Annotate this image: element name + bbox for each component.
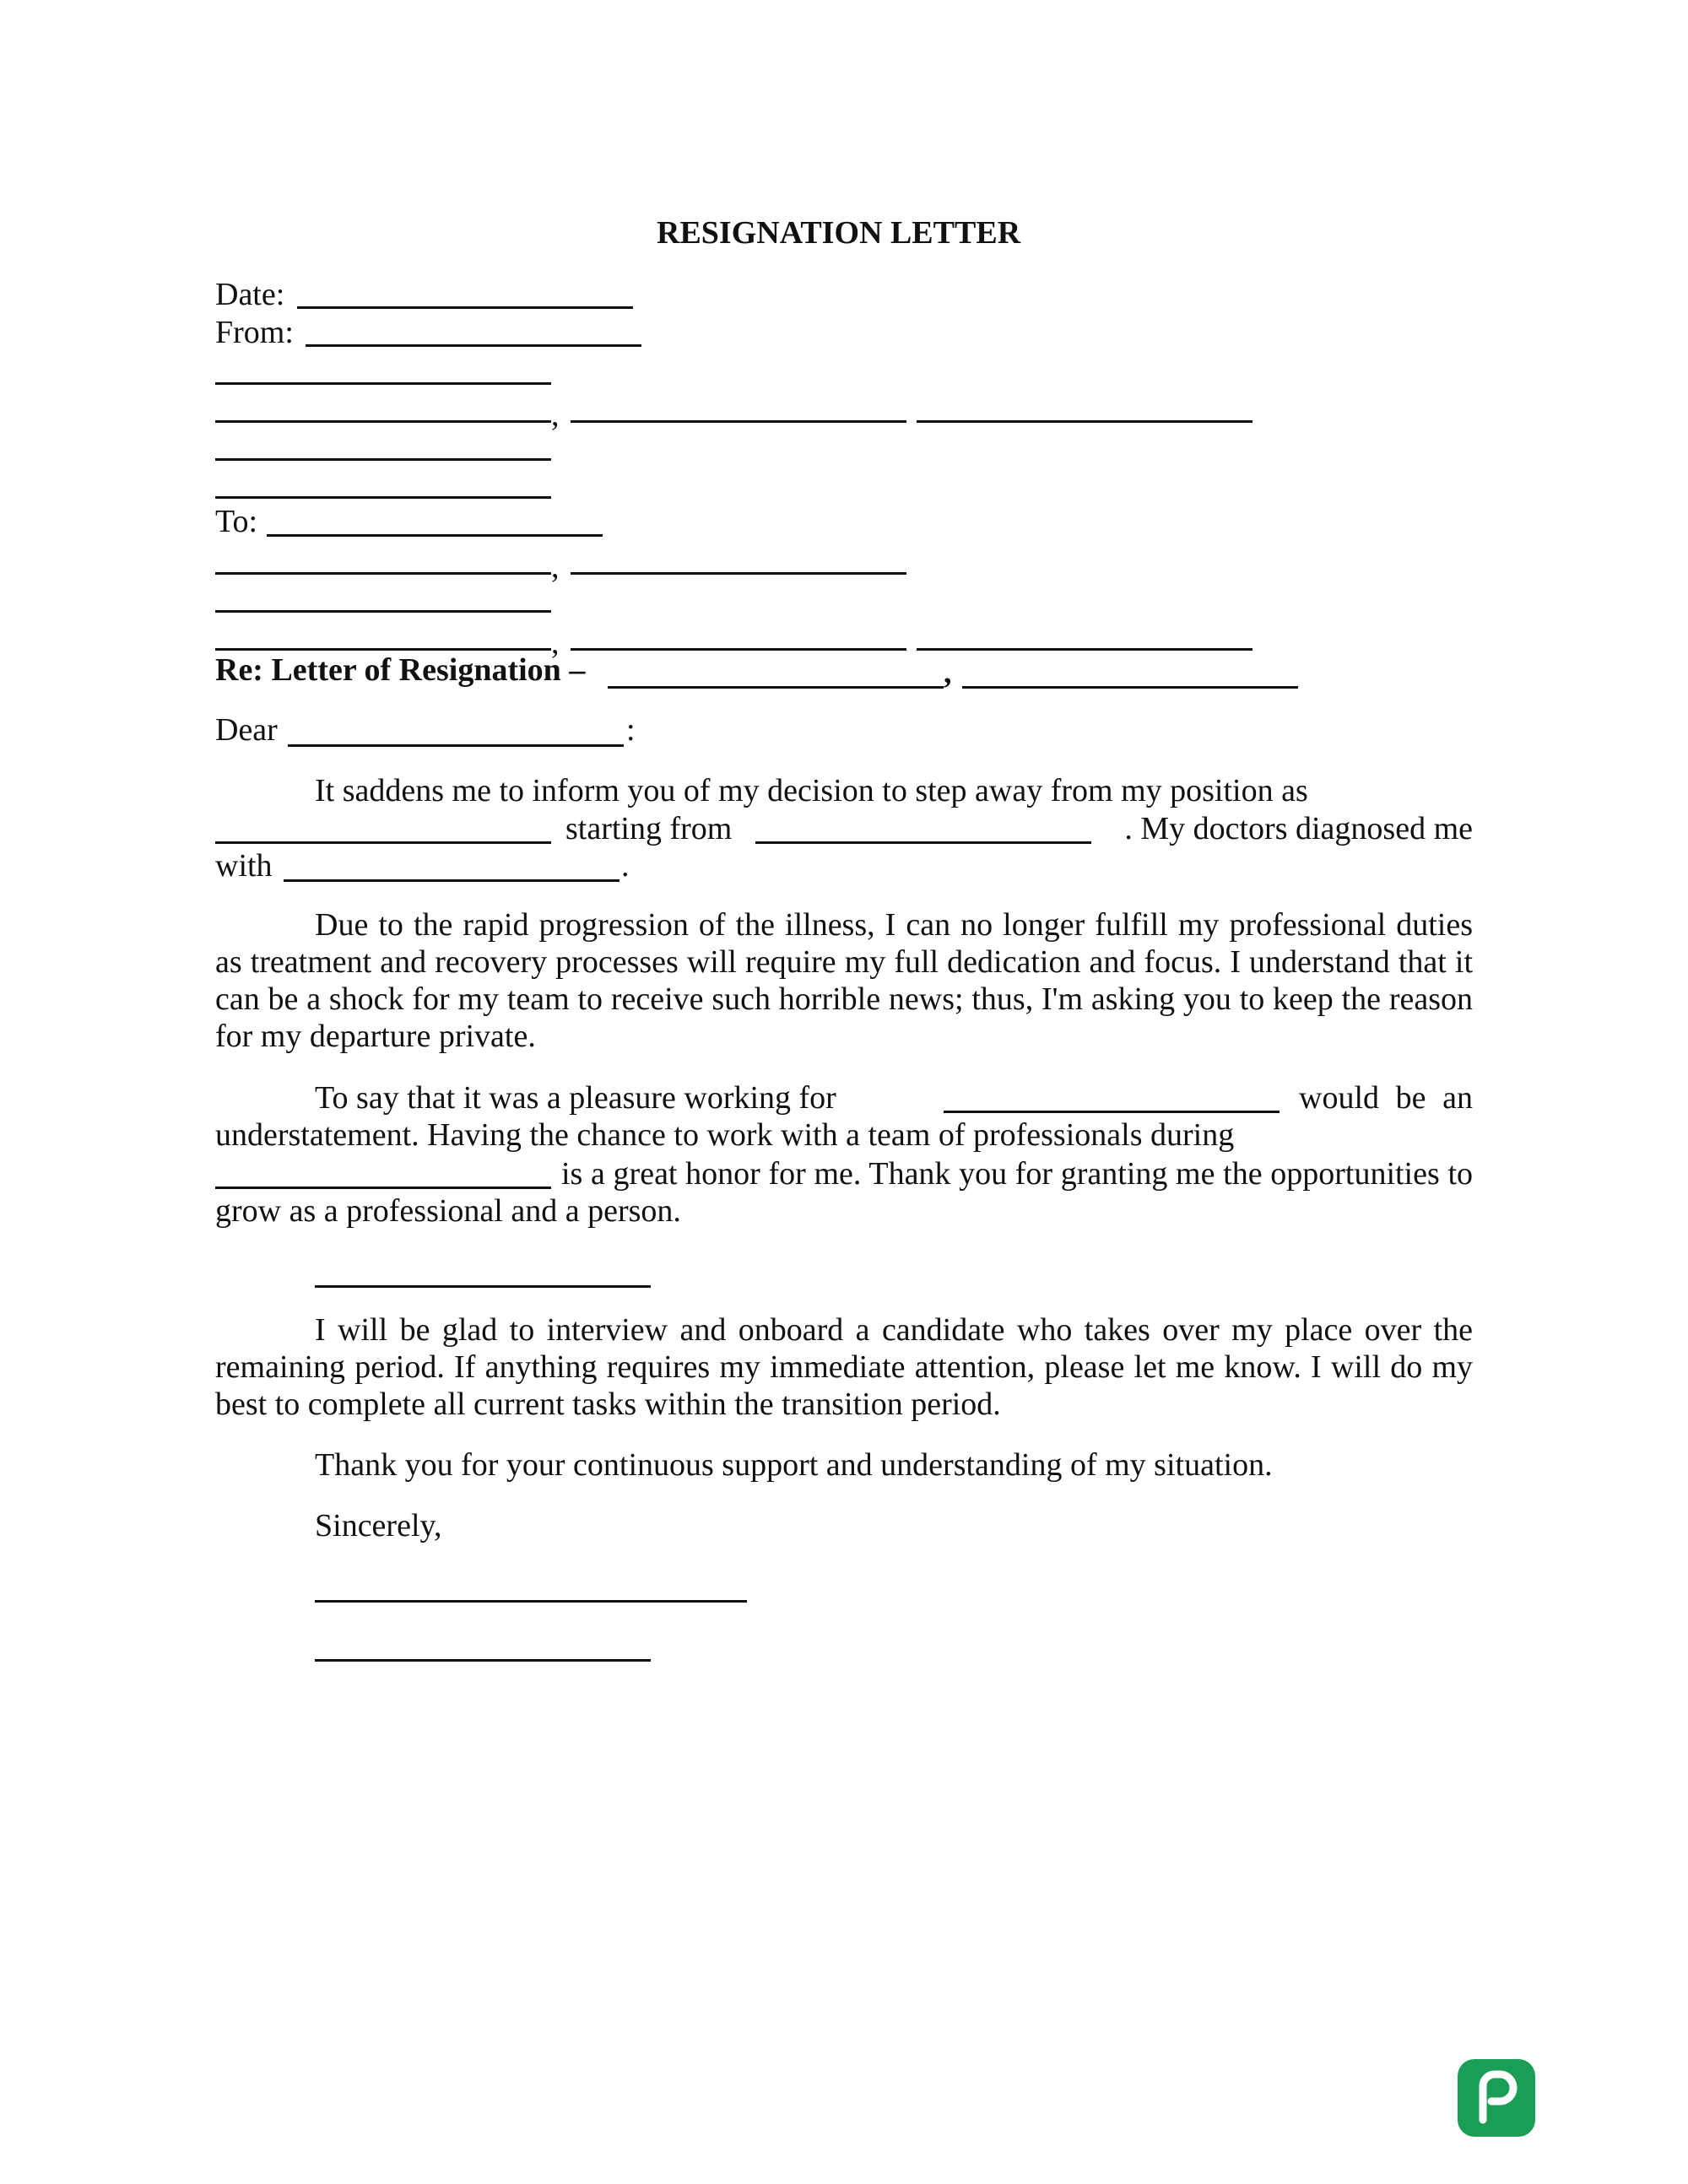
dear-colon: : — [626, 712, 636, 748]
from-city-field[interactable] — [215, 420, 551, 423]
paragraph-2: Due to the rapid progression of the illness, I can no longer fulfill my professional duties as treatment and recovery processes will require my full dedication and focus. I understand that it can be a shock for my team to receive such horrible news; thus, I'm asking you to keep the reason for my departure private. — [215, 907, 1473, 1054]
paragraph-3-intro: To say that it was a pleasure working for — [315, 1080, 836, 1116]
recipient-name-field[interactable] — [288, 744, 624, 747]
dear-label: Dear — [215, 712, 278, 748]
from-label: From: — [215, 315, 294, 350]
closing-text: Sincerely, — [315, 1508, 442, 1543]
paragraph-4: I will be glad to interview and onboard a candidate who takes over my place over the remaining period. If anything requires my immediate attention, please let me know. I will do my best to complete all current tasks within the transition period. — [215, 1312, 1473, 1422]
paragraph-1-period: . — [621, 848, 630, 884]
to-line-1b-field[interactable] — [571, 572, 906, 575]
from-address-line-1[interactable] — [215, 382, 551, 385]
start-date-field[interactable] — [755, 841, 1091, 844]
to-name-field[interactable] — [267, 534, 603, 537]
re-field-2[interactable] — [962, 686, 1298, 689]
re-field-1[interactable] — [608, 686, 944, 689]
page-title: RESIGNATION LETTER — [657, 215, 1021, 251]
to-comma-1: , — [551, 549, 560, 585]
additional-detail-field[interactable] — [315, 1285, 651, 1288]
signature-field[interactable] — [315, 1600, 747, 1603]
to-line-1-field[interactable] — [215, 572, 551, 575]
date-field[interactable] — [297, 306, 633, 309]
to-state-field[interactable] — [571, 648, 906, 651]
p-logo-glyph — [1458, 2059, 1535, 2137]
paragraph-1-diagnosed: . My doctors diagnosed me — [1124, 811, 1473, 846]
to-city-field[interactable] — [215, 648, 551, 651]
p-logo-icon — [1458, 2059, 1535, 2137]
date-label: Date: — [215, 277, 285, 312]
paragraph-1-starting-from: starting from — [565, 811, 733, 846]
paragraph-3-body: would be an understatement. Having the chance to work with a team of professionals during — [215, 1080, 1473, 1153]
from-comma: , — [551, 397, 560, 433]
to-label: To: — [215, 504, 258, 539]
position-field[interactable] — [215, 841, 551, 844]
from-address-line-4[interactable] — [215, 458, 551, 461]
paragraph-1-line-1: It saddens me to inform you of my decision to step away from my position as — [315, 773, 1308, 808]
from-zip-field[interactable] — [917, 420, 1252, 423]
from-state-field[interactable] — [571, 420, 906, 423]
from-name-field[interactable] — [306, 344, 641, 347]
printed-name-field[interactable] — [315, 1659, 651, 1662]
to-address-field[interactable] — [215, 610, 551, 613]
to-zip-field[interactable] — [917, 648, 1252, 651]
paragraph-1-with: with — [215, 848, 273, 884]
re-label: Re: Letter of Resignation – — [215, 652, 586, 688]
paragraph-3-honor: is a great honor for me. Thank you for granting me the opportunities to grow as a professional and a person. — [215, 1156, 1473, 1229]
re-comma: , — [944, 655, 952, 690]
from-address-line-5[interactable] — [215, 496, 551, 499]
to-comma-2: , — [551, 625, 560, 661]
paragraph-5: Thank you for your continuous support and understanding of my situation. — [315, 1447, 1273, 1483]
diagnosis-field[interactable] — [284, 879, 619, 882]
